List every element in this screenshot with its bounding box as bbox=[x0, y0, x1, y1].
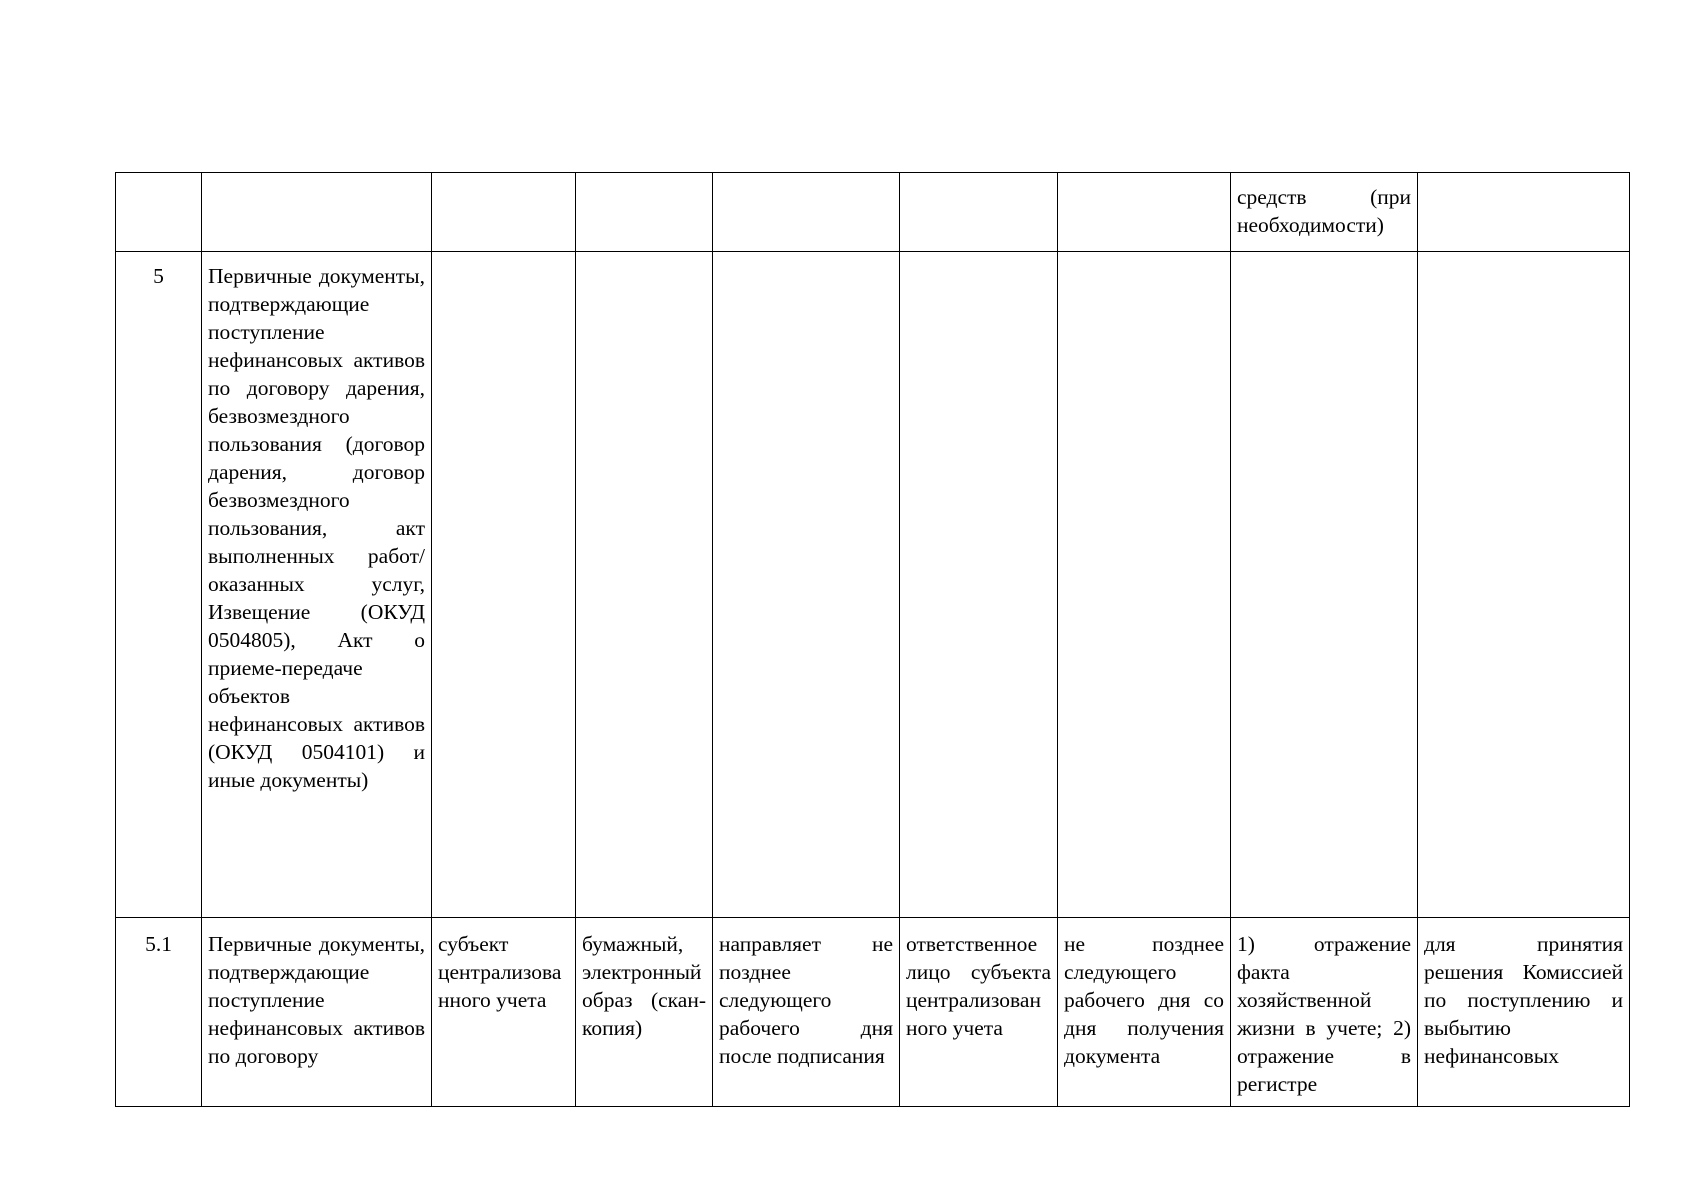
table-cell bbox=[900, 252, 1058, 918]
purpose: для принятия решения Комиссией по поступлению и выбытию нефинансовых bbox=[1418, 918, 1630, 1107]
table-cell bbox=[576, 173, 713, 252]
document-table bbox=[115, 172, 1630, 1107]
recipient: ответственное лицо субъекта централизованного учета bbox=[900, 918, 1058, 1107]
table-cell bbox=[1231, 252, 1418, 918]
document-format: бумажный, электронный образ (скан-копия) bbox=[576, 918, 713, 1107]
table-cell bbox=[1058, 252, 1231, 918]
processing-action: 1) отражение факта хозяйственной жизни в учете; 2) отражение в регистре bbox=[1231, 918, 1418, 1107]
responsible-party: субъект централизованного учета bbox=[432, 918, 576, 1107]
table-row bbox=[116, 918, 1630, 1107]
document-description: Первичные документы, подтверждающие поступление нефинансовых активов по договору дарения, безвозмездного пользования (договор дарения, договор безвозмездного пользования, акт выполненных работ/оказанных услуг, Извещение (ОКУД 0504805), Акт о приеме-передаче объектов нефинансовых активов (ОКУД 0504101) и иные документы) bbox=[202, 252, 432, 918]
table-cell bbox=[1418, 252, 1630, 918]
table-row bbox=[116, 252, 1630, 918]
processing-deadline: не позднее следующего рабочего дня со дня получения документа bbox=[1058, 918, 1231, 1107]
table-cell: средств (при необходимости) bbox=[1231, 173, 1418, 252]
table-cell bbox=[713, 252, 900, 918]
table-cell bbox=[116, 173, 202, 252]
row-number: 5 bbox=[116, 252, 202, 918]
table-cell bbox=[576, 252, 713, 918]
table-cell bbox=[1418, 173, 1630, 252]
table-cell bbox=[202, 173, 432, 252]
submission-deadline: направляет не позднее следующего рабочего дня после подписания bbox=[713, 918, 900, 1107]
table-cell bbox=[432, 252, 576, 918]
row-number: 5.1 bbox=[116, 918, 202, 1107]
table-row bbox=[116, 173, 1630, 252]
table-cell bbox=[432, 173, 576, 252]
document-description: Первичные документы, подтверждающие поступление нефинансовых активов по договору bbox=[202, 918, 432, 1107]
table-cell bbox=[713, 173, 900, 252]
table-cell bbox=[900, 173, 1058, 252]
table-cell bbox=[1058, 173, 1231, 252]
